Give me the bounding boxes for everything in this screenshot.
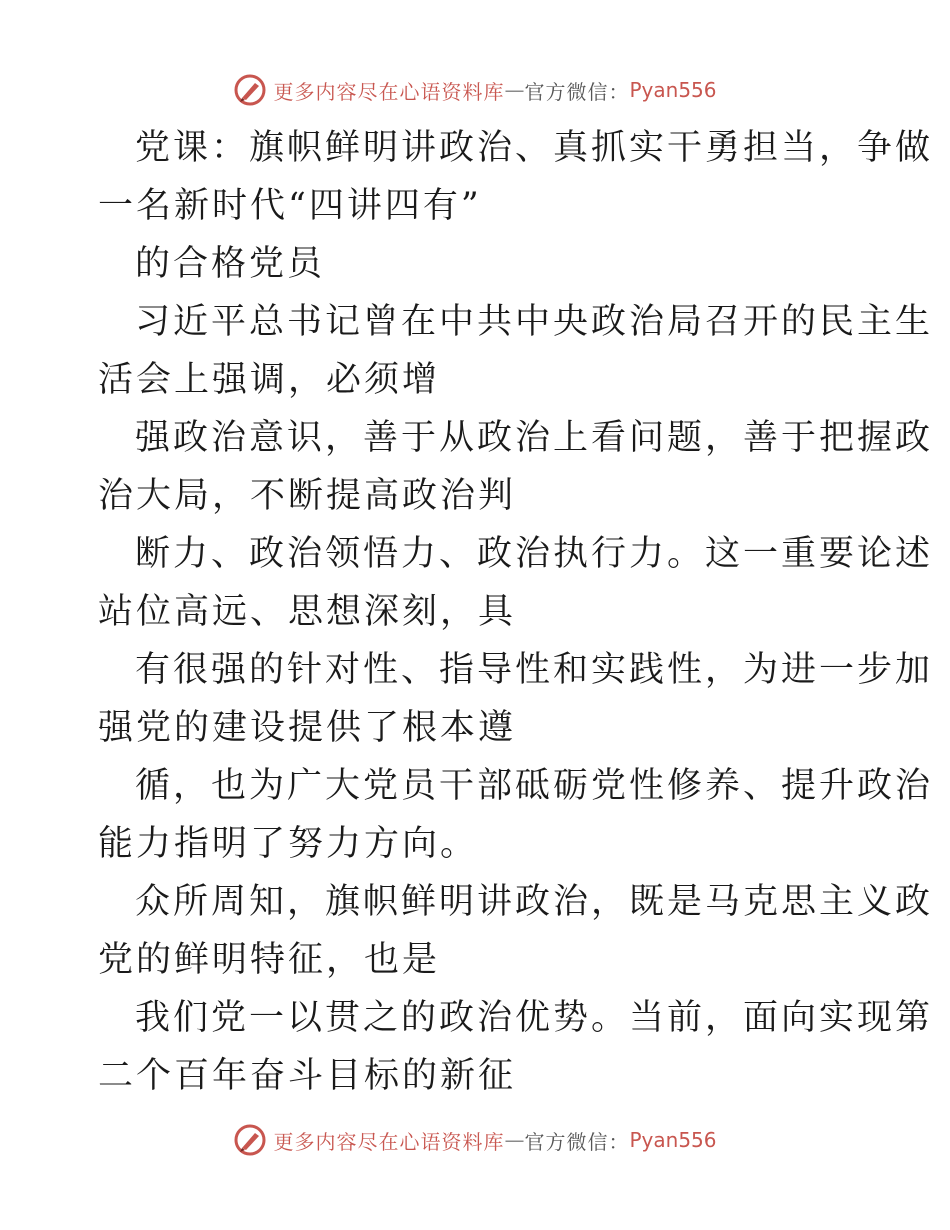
footer-watermark	[0, 1120, 950, 1160]
text-line: 二个百年奋斗目标的新征	[98, 1056, 517, 1096]
text-line: 循，也为广大党员干部砥砺党性修养、提升政治	[135, 766, 934, 806]
watermark-wechat-id: Pyan556	[629, 78, 717, 102]
watermark-separator: —	[504, 1128, 525, 1152]
text-line: 一名新时代“四讲四有”	[98, 186, 482, 226]
text-line: 活会上强调，必须增	[98, 360, 441, 400]
header-watermark	[0, 70, 950, 110]
watermark-label: 官方微信：	[524, 79, 630, 104]
watermark-brand: 更多内容尽在心语资料库	[273, 1129, 505, 1154]
text-line: 断力、政治领悟力、政治执行力。这一重要论述	[135, 534, 934, 574]
text-line: 强政治意识，善于从政治上看问题，善于把握政	[135, 418, 934, 458]
text-line: 能力指明了努力方向。	[98, 824, 479, 864]
pen-logo-icon	[233, 1123, 267, 1157]
watermark-label: 官方微信：	[524, 1129, 630, 1154]
text-line: 站位高远、思想深刻，具	[98, 592, 517, 632]
text-line: 治大局，不断提高政治判	[98, 476, 517, 516]
text-line: 众所周知，旗帜鲜明讲政治，既是马克思主义政	[135, 882, 934, 922]
text-line: 党的鲜明特征，也是	[98, 940, 441, 980]
text-line: 习近平总书记曾在中共中央政治局召开的民主生	[135, 302, 934, 342]
text-line: 我们党一以贯之的政治优势。当前，面向实现第	[135, 998, 934, 1038]
text-line: 强党的建设提供了根本遵	[98, 708, 517, 748]
text-line: 党课：旗帜鲜明讲政治、真抓实干勇担当，争做	[135, 128, 934, 168]
watermark-brand: 更多内容尽在心语资料库	[273, 79, 505, 104]
text-line: 的合格党员	[135, 244, 326, 284]
text-line: 有很强的针对性、指导性和实践性，为进一步加	[135, 650, 934, 690]
pen-logo-icon	[233, 73, 267, 107]
watermark-separator: —	[504, 78, 525, 102]
watermark-wechat-id: Pyan556	[629, 1128, 717, 1152]
